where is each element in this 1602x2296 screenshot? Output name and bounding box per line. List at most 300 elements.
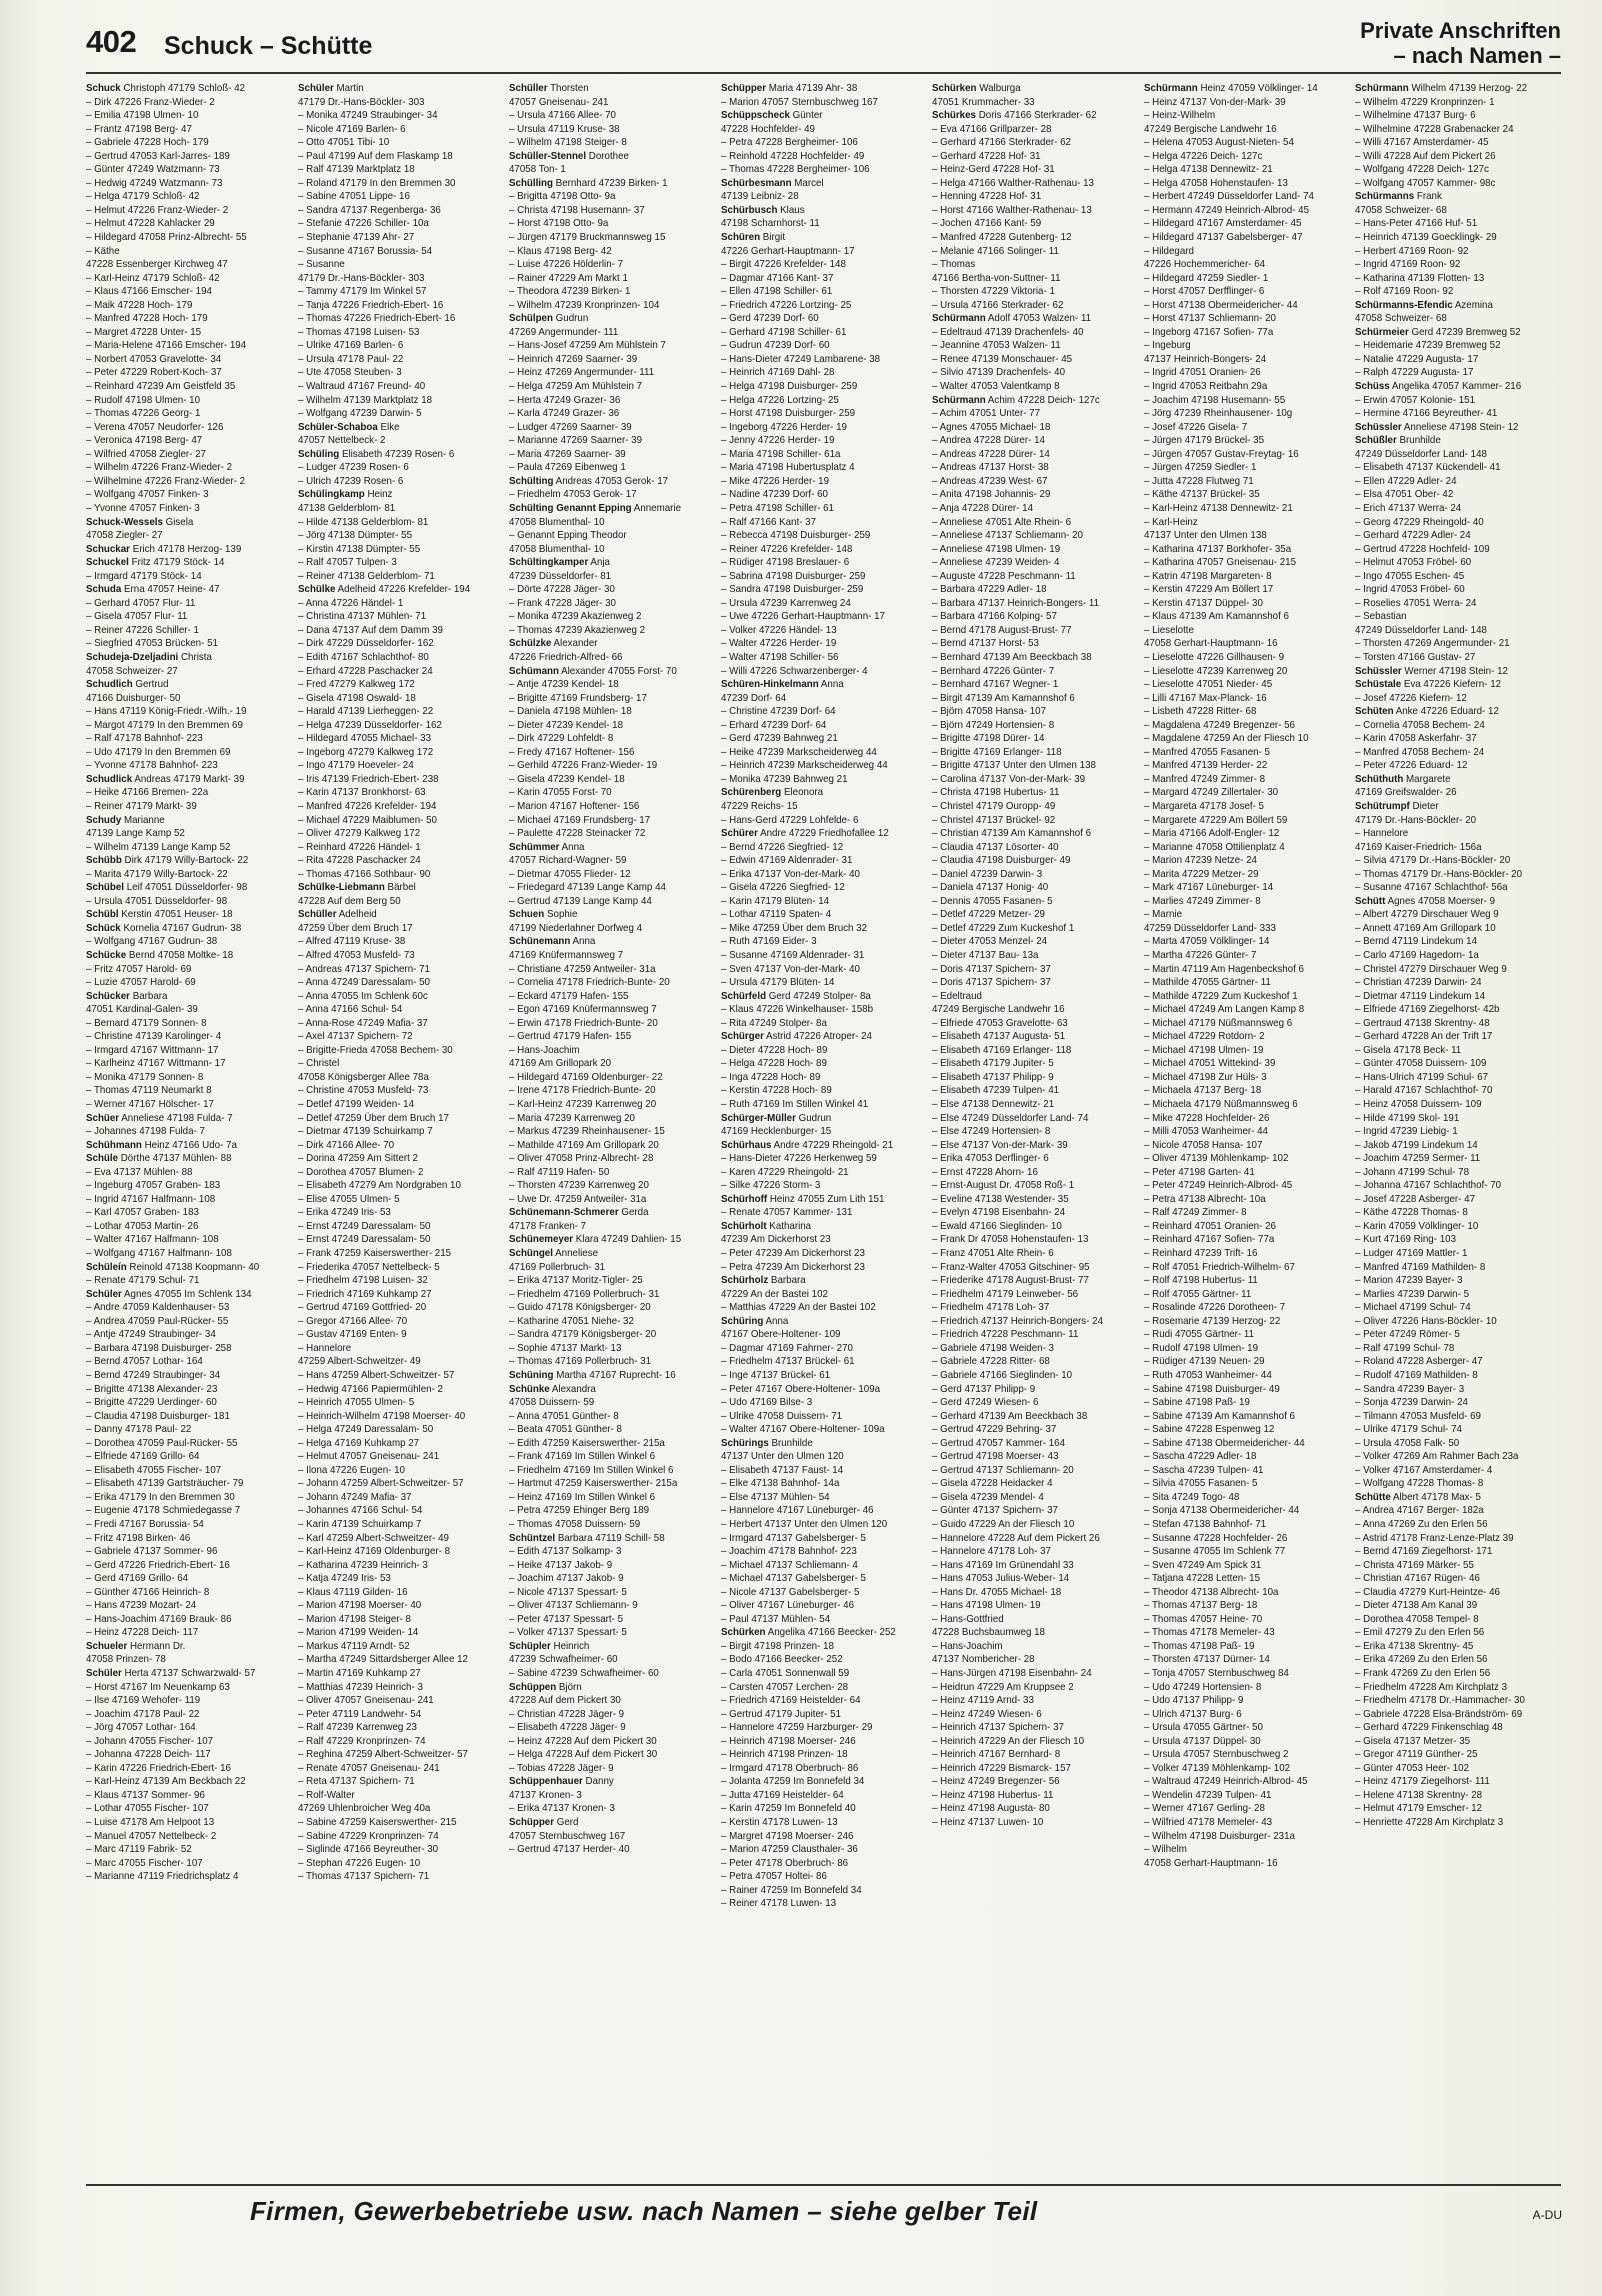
entry-details: – Silvia 47179 Dr.-Hans-Böckler- 20 xyxy=(1355,855,1511,867)
entry-details: 47249 Bergische Landwehr 16 xyxy=(1143,123,1277,135)
entry-details: – Herbert 47169 Roon- 92 xyxy=(1355,245,1469,257)
listing-entry xyxy=(721,1301,914,1315)
listing-entry xyxy=(1144,516,1337,530)
entry-details: – Barbara 47229 Adler- 18 xyxy=(932,584,1047,596)
entry-details: – Manfred 47249 Zimmer- 8 xyxy=(1143,773,1265,785)
entry-details: – Peter 47178 Oberbruch- 86 xyxy=(720,1857,848,1869)
entry-details: Günter xyxy=(789,110,823,122)
entry-details: – Ingeborg 47279 Kalkweg 172 xyxy=(297,746,433,758)
listing-entry xyxy=(1144,461,1337,475)
entry-details: – Frank 47169 Im Stillen Winkel 6 xyxy=(509,1451,656,1463)
listing-entry xyxy=(1144,543,1337,557)
listing-entry xyxy=(721,380,914,394)
listing-entry xyxy=(1144,665,1337,679)
entry-details: – Helga 47226 Lortzing- 25 xyxy=(720,394,839,406)
entry-details: – Ralph 47229 Augusta- 17 xyxy=(1355,367,1474,379)
entry-details: – Gertrud 47053 Karl-Jarres- 189 xyxy=(86,150,230,162)
entry-details: – Henning 47228 Hof- 31 xyxy=(932,191,1042,203)
entry-details: – Klaus 47226 Winkelhauser- 158b xyxy=(720,1004,873,1016)
entry-details: – Beata 47051 Günther- 8 xyxy=(509,1424,623,1436)
entry-details: – Dirk 47226 Franz-Wieder- 2 xyxy=(86,96,215,108)
listing-entry xyxy=(509,881,702,895)
entry-details: – Walter 47167 Halfmann- 108 xyxy=(86,1234,219,1246)
entry-details: Christa xyxy=(178,651,212,663)
surname: Schüngel xyxy=(509,1248,554,1260)
entry-details: – Paul 47199 Auf dem Flaskamp 18 xyxy=(297,150,453,162)
entry-details: – Jörg 47239 Rheinhausener- 10g xyxy=(1143,408,1293,420)
entry-details: – Rudolf 47198 Ulmen- 19 xyxy=(1143,1342,1258,1354)
surname: Schümmer xyxy=(509,841,560,853)
entry-details: – Agnes 47055 Michael- 18 xyxy=(932,421,1051,433)
listing-entry xyxy=(1355,732,1548,746)
entry-details: Heinz xyxy=(364,489,393,501)
listing-entry xyxy=(1355,854,1548,868)
entry-details: Walburga xyxy=(976,83,1021,94)
listing-entry xyxy=(1355,1572,1548,1586)
listing-entry xyxy=(298,1450,491,1464)
entry-details: 47259 Albert-Schweitzer- 49 xyxy=(297,1356,421,1368)
entry-details: Heinz 47055 Zum Lith 151 xyxy=(766,1193,885,1205)
listing-entry xyxy=(721,109,914,123)
listing-entry xyxy=(298,786,491,800)
entry-details: – Gertrud 47229 Behring- 37 xyxy=(932,1424,1057,1436)
listing-entry xyxy=(932,1572,1125,1586)
entry-details: – Lieselotte 47226 Gillhausen- 9 xyxy=(1143,651,1284,663)
listing-entry xyxy=(1355,678,1548,692)
entry-details: – Manfred 47139 Herder- 22 xyxy=(1143,760,1268,772)
surname: Schüntzel xyxy=(509,1532,556,1544)
entry-details: – Karin 47139 Schuirkamp 7 xyxy=(297,1518,421,1530)
listing-entry xyxy=(1144,651,1337,665)
entry-details: 47058 Schweizer- 27 xyxy=(86,665,178,677)
entry-details: – Barbara 47137 Heinrich-Bongers- 11 xyxy=(932,597,1100,609)
listing-entry xyxy=(86,1518,279,1532)
listing-entry xyxy=(721,1721,914,1735)
entry-details: Marianne xyxy=(121,814,165,826)
entry-details: – Ernst 47249 Daressalam- 50 xyxy=(297,1220,431,1232)
entry-details: – Hans-Joachim xyxy=(509,1044,580,1056)
listing-entry xyxy=(86,624,279,638)
entry-details: – Nicole 47137 Spessart- 5 xyxy=(509,1586,627,1598)
entry-details: Gerd 47249 Stolper- 8a xyxy=(765,990,871,1002)
entry-details: – Marion 47239 Bayer- 3 xyxy=(1355,1275,1463,1287)
entry-details: – Inga 47228 Hoch- 89 xyxy=(720,1071,821,1083)
listing-entry xyxy=(1355,705,1548,719)
entry-details: – Petra 47057 Holtei- 86 xyxy=(720,1871,827,1883)
surname: Schürbesmann xyxy=(720,177,792,189)
entry-details: – Claudia 47198 Duisburger- 181 xyxy=(86,1410,230,1422)
listing-entry xyxy=(509,610,702,624)
listing-entry xyxy=(509,448,702,462)
entry-details: Werner 47198 Stein- 12 xyxy=(1402,665,1509,677)
listing-entry xyxy=(721,814,914,828)
listing-entry xyxy=(1144,1112,1337,1126)
listing-entry xyxy=(1144,854,1337,868)
listing-entry xyxy=(509,434,702,448)
listing-entry xyxy=(1355,1112,1548,1126)
listing-entry xyxy=(932,1437,1125,1451)
listing-entry xyxy=(932,1802,1125,1816)
listing-column-5 xyxy=(932,82,1125,2180)
listing-entry xyxy=(298,719,491,733)
entry-details: Anna xyxy=(559,841,585,853)
listing-entry xyxy=(298,1369,491,1383)
entry-details: – Silke 47226 Storm- 3 xyxy=(720,1180,821,1192)
listing-entry xyxy=(1355,1098,1548,1112)
entry-details: – Josef 47226 Gisela- 7 xyxy=(1143,421,1248,433)
entry-details: – Gerhard 47229 Finkenschlag 48 xyxy=(1355,1722,1504,1734)
listing-entry xyxy=(1355,746,1548,760)
listing-entry xyxy=(298,1179,491,1193)
entry-details: – Karl-Heinz 47179 Schloß- 42 xyxy=(86,272,220,284)
entry-details: – Klaus 47137 Sommer- 96 xyxy=(86,1789,205,1801)
listing-entry xyxy=(509,868,702,882)
entry-details: – Gerhard 47057 Flur- 11 xyxy=(86,597,196,609)
entry-details: – Jolanta 47259 Im Bonnefeld 34 xyxy=(720,1776,865,1788)
listing-entry xyxy=(509,190,702,204)
entry-details: – Ingeborg 47167 Sofien- 77a xyxy=(1143,326,1274,338)
entry-details: – Georg 47229 Rheingold- 40 xyxy=(1355,516,1485,528)
listing-entry xyxy=(1355,1532,1548,1546)
entry-details: – Reiner 47178 Luwen- 13 xyxy=(720,1898,836,1910)
entry-details: – Andreas 47228 Dürer- 14 xyxy=(932,448,1051,460)
entry-details: 47058 Blumenthal- 10 xyxy=(509,543,605,555)
listing-entry xyxy=(1355,1721,1548,1735)
listing-entry xyxy=(1355,719,1548,733)
listing-entry xyxy=(932,1206,1125,1220)
entry-details: 47226 Gerhart-Hauptmann- 17 xyxy=(720,245,855,257)
entry-details: – Ulrike 47169 Barlen- 6 xyxy=(297,340,403,352)
listing-entry xyxy=(298,1681,491,1695)
listing-entry xyxy=(298,1152,491,1166)
entry-details: – Walter 47053 Valentkamp 8 xyxy=(932,381,1060,393)
entry-details: Angelika 47057 Kammer- 216 xyxy=(1390,381,1522,393)
listing-entry xyxy=(721,434,914,448)
listing-entry xyxy=(509,1017,702,1031)
entry-details: – Erika 47137 Kronen- 3 xyxy=(509,1803,616,1815)
entry-details: Erich 47178 Herzog- 139 xyxy=(129,543,242,555)
listing-entry xyxy=(1144,841,1337,855)
entry-details: – Else 47249 Düsseldorfer Land- 74 xyxy=(932,1112,1089,1124)
listing-entry xyxy=(1144,773,1337,787)
entry-details: – Ruth 47169 Eider- 3 xyxy=(720,936,817,948)
entry-details: – Johann 47249 Mafia- 37 xyxy=(297,1491,412,1503)
listing-entry xyxy=(86,556,279,570)
entry-details: Leif 47051 Düsseldorfer- 98 xyxy=(123,882,248,894)
listing-entry xyxy=(86,1383,279,1397)
entry-details: Agnes 47058 Moerser- 9 xyxy=(1385,895,1496,907)
entry-details: – Michael 47198 Zur Hüls- 3 xyxy=(1143,1071,1267,1083)
entry-details: – Johanna 47228 Deich- 117 xyxy=(86,1749,211,1761)
entry-details: – Gertrud 47169 Gottfried- 20 xyxy=(297,1302,426,1314)
listing-entry xyxy=(1144,1830,1337,1844)
entry-details: – Helga 47239 Düsseldorfer- 162 xyxy=(297,719,442,731)
listing-entry xyxy=(86,990,279,1004)
entry-details: – Erhard 47228 Paschacker 24 xyxy=(297,665,433,677)
entry-details: – Ilona 47226 Eugen- 10 xyxy=(297,1464,405,1476)
surname: Schürbusch xyxy=(720,204,778,216)
listing-entry xyxy=(721,339,914,353)
listing-entry xyxy=(86,827,279,841)
listing-entry xyxy=(932,461,1125,475)
entry-details: Anneliese 47198 Fulda- 7 xyxy=(119,1112,233,1124)
listing-entry xyxy=(932,353,1125,367)
listing-entry xyxy=(932,651,1125,665)
listing-entry xyxy=(509,1464,702,1478)
entry-details: Heinz 47059 Völklinger- 14 xyxy=(1197,83,1318,94)
listing-entry xyxy=(86,895,279,909)
surname: Schüren xyxy=(720,232,760,244)
entry-details: – Heinz 47249 Bregenzer- 56 xyxy=(932,1776,1060,1788)
listing-entry xyxy=(298,1802,491,1816)
listing-entry xyxy=(721,895,914,909)
listing-entry xyxy=(932,868,1125,882)
surname: Schüleín xyxy=(86,1261,127,1273)
entry-details: – Hans-Gerd 47229 Lohfelde- 6 xyxy=(720,814,859,826)
entry-details: 47058 Gerhart-Hauptmann- 16 xyxy=(1143,1857,1278,1869)
listing-entry xyxy=(932,1112,1125,1126)
entry-details: – Claudia 47198 Duisburger- 49 xyxy=(932,855,1071,867)
listing-entry xyxy=(721,1166,914,1180)
entry-details: – Sabine 47198 Duisburger- 49 xyxy=(1143,1383,1280,1395)
entry-details: Adelheid xyxy=(336,909,377,921)
entry-details: – Ulrich 47137 Burg- 6 xyxy=(1143,1708,1242,1720)
entry-details: 47058 Ziegler- 27 xyxy=(86,530,163,542)
entry-details: – Cornelia 47058 Bechem- 24 xyxy=(1355,719,1486,731)
listing-entry xyxy=(721,529,914,543)
entry-details: – Theodor 47138 Albrecht- 10a xyxy=(1143,1586,1279,1598)
listing-entry xyxy=(932,1166,1125,1180)
entry-details: Wilhelm 47139 Herzog- 22 xyxy=(1409,83,1528,94)
listing-entry xyxy=(932,1491,1125,1505)
listing-entry xyxy=(86,82,279,96)
listing-entry xyxy=(721,1233,914,1247)
entry-details: – Ursula 47055 Gärtner- 50 xyxy=(1143,1722,1263,1734)
surname: Schübb xyxy=(86,855,122,867)
listing-entry xyxy=(509,1748,702,1762)
footer-note: Firmen, Gewerbebetriebe usw. nach Namen – siehe gelber Teil xyxy=(250,2196,1038,2226)
listing-entry xyxy=(1144,217,1337,231)
listing-entry xyxy=(1355,1802,1548,1816)
entry-details: – Marion 47259 Clausthaler- 36 xyxy=(720,1844,858,1856)
entry-details: – Christa 47169 Märker- 55 xyxy=(1355,1559,1475,1571)
entry-details: – Bernd 47178 August-Brust- 77 xyxy=(932,624,1072,636)
entry-details: Gudrun xyxy=(553,313,589,325)
listing-entry xyxy=(86,448,279,462)
listing-entry xyxy=(721,1274,914,1288)
entry-details: – Friedhelm 47228 Am Kirchplatz 3 xyxy=(1355,1681,1508,1693)
listing-entry xyxy=(932,312,1125,326)
surname: Schuda xyxy=(86,584,122,596)
listing-entry xyxy=(86,1653,279,1667)
entry-details: – Wilhelmine 47226 Franz-Wieder- 2 xyxy=(86,475,246,487)
entry-details: – Iris 47139 Friedrich-Ebert- 238 xyxy=(297,773,439,785)
surname: Schülzke xyxy=(509,638,552,650)
listing-entry xyxy=(298,448,491,462)
listing-entry xyxy=(721,475,914,489)
listing-entry xyxy=(86,407,279,421)
surname: Schüpper xyxy=(720,83,766,94)
listing-entry xyxy=(298,1003,491,1017)
entry-details: – Ruth 47169 Im Stillen Winkel 41 xyxy=(720,1099,868,1111)
entry-details: – Rainer 47259 Im Bonnefeld 34 xyxy=(720,1884,862,1896)
listing-entry xyxy=(721,1775,914,1789)
entry-details: – Helmut 47228 Kahlacker 29 xyxy=(86,218,215,230)
entry-details: – Astrid 47178 Franz-Lenze-Platz 39 xyxy=(1355,1532,1515,1544)
listing-entry xyxy=(932,1139,1125,1153)
listing-entry xyxy=(298,570,491,584)
surname: Schüten xyxy=(1355,706,1395,718)
listing-entry xyxy=(1144,1193,1337,1207)
surname: Schuck xyxy=(86,83,121,94)
entry-details: 47249 Bergische Landwehr 16 xyxy=(932,1004,1065,1016)
surname: Schüssler xyxy=(1355,421,1403,433)
listing-entry xyxy=(1355,1125,1548,1139)
entry-details: – Marc 47119 Fabrik- 52 xyxy=(86,1844,192,1856)
listing-entry xyxy=(1355,82,1548,96)
listing-entry xyxy=(298,1545,491,1559)
entry-details: – Harald 47167 Schlachthof- 70 xyxy=(1355,1085,1493,1097)
entry-details: – Anna 47051 Günther- 8 xyxy=(509,1410,619,1422)
listing-entry xyxy=(721,461,914,475)
surname: Schürger-Müller xyxy=(720,1112,796,1124)
surname: Schüler-Schaboa xyxy=(297,421,378,433)
entry-details: – Christine 47053 Musfeld- 73 xyxy=(297,1085,428,1097)
surname: Schüller xyxy=(509,83,548,94)
listing-entry xyxy=(721,732,914,746)
listing-entry xyxy=(1355,1640,1548,1654)
entry-details: – Thomas 47228 Bergheimer- 106 xyxy=(720,164,870,176)
listing-entry xyxy=(509,96,702,110)
entry-details: – Claudia 47137 Lösorter- 40 xyxy=(932,841,1059,853)
entry-details: – Kurt 47169 Ring- 103 xyxy=(1355,1234,1457,1246)
listing-entry xyxy=(1355,543,1548,557)
entry-details: – Heinz 47169 Im Stillen Winkel 6 xyxy=(509,1491,656,1503)
entry-details: 47228 Essenberger Kirchweg 47 xyxy=(86,259,228,271)
entry-details: – Stephan 47226 Eugen- 10 xyxy=(297,1857,420,1869)
listing-entry xyxy=(86,123,279,137)
entry-details: 47228 Auf dem Pickert 30 xyxy=(509,1695,622,1707)
listing-entry xyxy=(1355,1423,1548,1437)
entry-details: – Heinrich 47137 Spichern- 37 xyxy=(932,1722,1065,1734)
entry-details: – Volker 47167 Amsterdamer- 4 xyxy=(1355,1464,1493,1476)
entry-details: – Peter 47198 Garten- 41 xyxy=(1143,1166,1255,1178)
entry-details: – Johann 47199 Schul- 78 xyxy=(1355,1166,1470,1178)
entry-details: – Reiner 47179 Markt- 39 xyxy=(86,800,197,812)
entry-details: 47057 Nettelbeck- 2 xyxy=(297,435,385,447)
listing-entry xyxy=(298,123,491,137)
entry-details: – Doris 47137 Spichern- 37 xyxy=(932,963,1052,975)
entry-details: – Sita 47249 Togo- 48 xyxy=(1143,1491,1240,1503)
listing-entry xyxy=(721,245,914,259)
entry-details: – Christa 47198 Husemann- 37 xyxy=(509,204,645,216)
listing-entry xyxy=(721,1396,914,1410)
entry-details: – Erika 47137 Moritz-Tigler- 25 xyxy=(509,1275,643,1287)
entry-details: – Guido 47229 An der Fliesch 10 xyxy=(932,1518,1075,1530)
entry-details: – Detlef 47199 Weiden- 14 xyxy=(297,1099,414,1111)
listing-entry xyxy=(298,380,491,394)
entry-details: – Roselies 47051 Werra- 24 xyxy=(1355,597,1477,609)
listing-entry xyxy=(932,177,1125,191)
listing-entry xyxy=(1144,434,1337,448)
entry-details: – Peter 47167 Obere-Holtener- 109a xyxy=(720,1383,880,1395)
listing-entry xyxy=(509,1193,702,1207)
entry-details: – Dietmar 47055 Flieder- 12 xyxy=(509,868,631,880)
listing-entry xyxy=(298,1653,491,1667)
entry-details: – Helga 47179 Schloß- 42 xyxy=(86,191,200,203)
entry-details: – Brigitte 47198 Dürer- 14 xyxy=(932,733,1045,745)
surname: Schüler xyxy=(86,1288,122,1300)
entry-details: – Ute 47058 Steuben- 3 xyxy=(297,367,402,379)
listing-entry xyxy=(932,1653,1125,1667)
listing-entry xyxy=(509,1775,702,1789)
listing-entry xyxy=(721,1504,914,1518)
entry-details: – Christel 47279 Dirschauer Weg 9 xyxy=(1355,963,1508,975)
entry-details: – Bodo 47166 Beecker- 252 xyxy=(720,1654,843,1666)
listing-entry xyxy=(509,854,702,868)
listing-entry xyxy=(1144,570,1337,584)
listing-entry xyxy=(86,475,279,489)
entry-details: – Andreas 47137 Horst- 38 xyxy=(932,462,1050,474)
listing-entry xyxy=(1355,583,1548,597)
listing-entry xyxy=(509,1450,702,1464)
listing-entry xyxy=(298,1640,491,1654)
listing-entry xyxy=(509,1613,702,1627)
entry-details: – Ursula 47137 Düppel- 30 xyxy=(1143,1735,1261,1747)
entry-details: – Wolfgang 47167 Halfmann- 108 xyxy=(86,1248,232,1260)
entry-details: Barbara xyxy=(767,1275,806,1287)
listing-entry xyxy=(1144,1342,1337,1356)
listing-entry xyxy=(932,800,1125,814)
listing-entry xyxy=(1355,1789,1548,1803)
entry-details: – Karin 47137 Bronkhorst- 63 xyxy=(297,787,426,799)
entry-details: – Peter 47239 Am Dickerhorst 23 xyxy=(720,1248,865,1260)
entry-details: Klara 47249 Dahlien- 15 xyxy=(573,1234,682,1246)
listing-entry xyxy=(1355,1613,1548,1627)
listing-entry xyxy=(1355,841,1548,855)
entry-details: – Dirk 47229 Düsseldorfer- 162 xyxy=(297,638,434,650)
listing-entry xyxy=(1144,407,1337,421)
entry-details: – Rudi 47055 Gärtner- 11 xyxy=(1143,1329,1254,1341)
entry-details: – Gerhard 47198 Schiller- 61 xyxy=(720,326,847,338)
listing-entry xyxy=(509,1830,702,1844)
entry-details: – Margret 47198 Moerser- 246 xyxy=(720,1830,854,1842)
listing-entry xyxy=(1144,1491,1337,1505)
listing-entry xyxy=(721,949,914,963)
listing-entry xyxy=(932,204,1125,218)
entry-details: – Gisela 47198 Oswald- 18 xyxy=(297,692,416,704)
listing-entry xyxy=(721,82,914,96)
listing-entry xyxy=(86,1274,279,1288)
listing-entry xyxy=(1144,502,1337,516)
entry-details: – Henriette 47228 Am Kirchplatz 3 xyxy=(1355,1817,1504,1828)
entry-details: – Ellen 47229 Adler- 24 xyxy=(1355,475,1458,487)
listing-entry xyxy=(1144,339,1337,353)
listing-entry xyxy=(298,841,491,855)
entry-details: – Helga 47138 Dennewitz- 21 xyxy=(1143,164,1273,176)
entry-details: – Marion 47057 Sternbuschweg 167 xyxy=(720,96,878,108)
entry-details: Heinz 47166 Udo- 7a xyxy=(141,1139,237,1151)
entry-details: – Sandra 47198 Duisburger- 259 xyxy=(720,584,864,596)
entry-details: – Fritz 47198 Birken- 46 xyxy=(86,1532,191,1544)
entry-details: – Sonja 47239 Darwin- 24 xyxy=(1355,1397,1469,1409)
entry-details: Gudrun xyxy=(795,1112,831,1124)
entry-details: Dörthe 47137 Mühlen- 88 xyxy=(118,1153,232,1165)
entry-details: – Thomas 47057 Heine- 70 xyxy=(1143,1613,1263,1625)
entry-details: – Gerhard 47228 An der Trift 17 xyxy=(1355,1031,1493,1043)
entry-details: – Ralf 47139 Marktplatz 18 xyxy=(297,164,415,176)
listing-entry xyxy=(721,1735,914,1749)
